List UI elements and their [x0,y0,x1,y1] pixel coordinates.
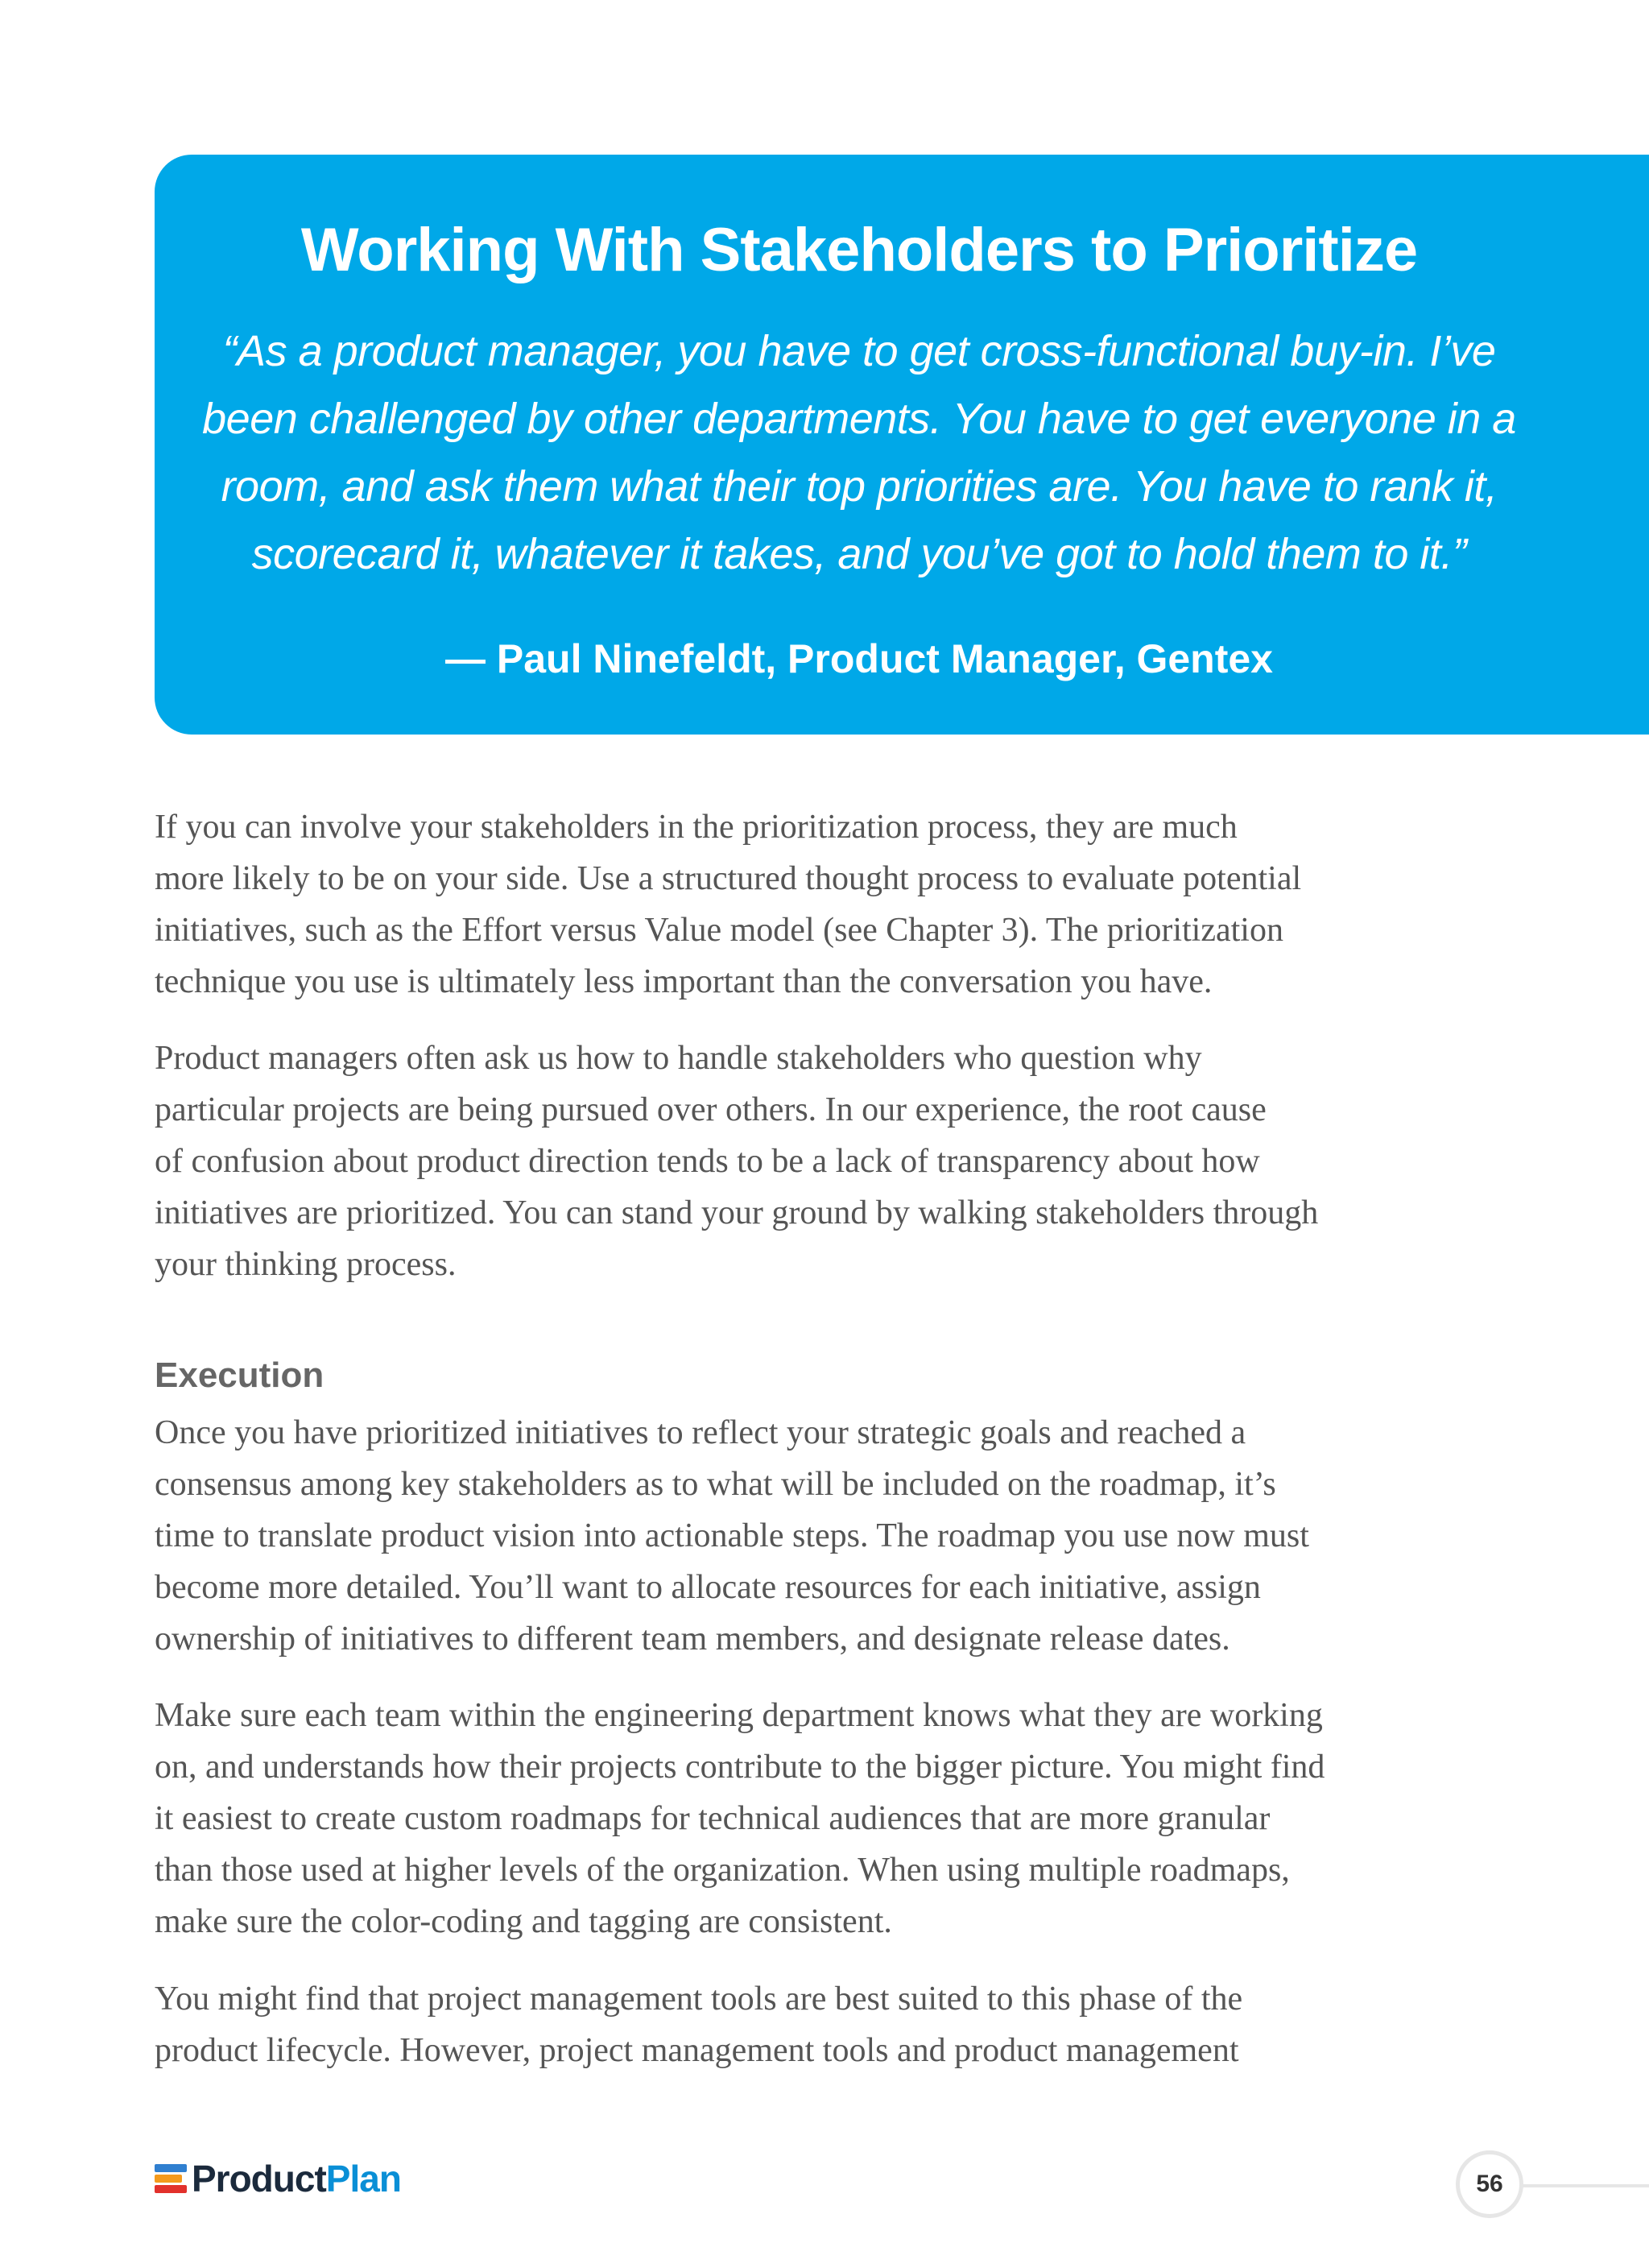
productplan-logo-mark-icon [155,2162,190,2195]
text-line: of confusion about product direction tends to be a lack of transparency about how [155,1143,1260,1180]
logo-bar-red [155,2185,187,2193]
productplan-logo [155,2154,401,2203]
quote-attribution: — Paul Ninefeldt, Product Manager, Gentex [445,636,1273,681]
logo-word-plan: Plan [325,2158,401,2200]
paragraph-stakeholders [155,801,1523,1008]
text-line: become more detailed. You’ll want to allocate resources for each initiative, assign [155,1569,1261,1606]
text-line: it easiest to create custom roadmaps for technical audiences that are more granular [155,1800,1271,1837]
text-line: time to translate product vision into actionable steps. The roadmap you use now must [155,1517,1309,1554]
text-line: initiatives, such as the Effort versus Value model (see Chapter 3). The prioritization [155,912,1283,949]
text-line: If you can involve your stakeholders in the prioritization process, they are much [155,809,1238,846]
text-line: than those used at higher levels of the organization. When using multiple roadmaps, [155,1852,1290,1889]
callout-title: Working With Stakeholders to Prioritize [300,216,1418,284]
paragraph-execution-2 [155,1690,1523,1947]
text-line: on, and understands how their projects contribute to the bigger picture. You might find [155,1749,1325,1786]
text-line: Product managers often ask us how to handle stakeholders who question why [155,1040,1202,1077]
text-line: Once you have prioritized initiatives to reflect your strategic goals and reached a [155,1414,1246,1451]
paragraph-execution-3 [155,1973,1523,2076]
text-line: more likely to be on your side. Use a structured thought process to evaluate potential [155,860,1302,897]
text-line: consensus among key stakeholders as to what will be included on the roadmap, it’s [155,1466,1276,1503]
quote-line: scorecard it, whatever it takes, and you’ve got to hold them to it.” [251,530,1467,578]
text-line: You might find that project management tools are best suited to this phase of the [155,1980,1243,2018]
quote-line: “As a product manager, you have to get cross-functional buy-in. I’ve [222,327,1496,375]
quote-line: room, and ask them what their top priorities are. You have to rank it, [221,462,1498,511]
text-line: product lifecycle. However, project management tools and product management [155,2032,1239,2069]
paragraph-execution-1 [155,1407,1523,1665]
text-line: particular projects are being pursued over others. In our experience, the root cause [155,1091,1267,1128]
page-number-rule [1514,2184,1649,2187]
text-line: technique you use is ultimately less important than the conversation you have. [155,963,1213,1000]
quote-line: been challenged by other departments. You have to get everyone in a [202,395,1516,443]
text-line: make sure the color-coding and tagging are consistent. [155,1903,892,1940]
text-line: ownership of initiatives to different team members, and designate release dates. [155,1620,1230,1658]
logo-bar-blue [155,2164,187,2172]
text-line: Make sure each team within the engineering department knows what they are working [155,1697,1323,1734]
page-number: 56 [1456,2150,1523,2218]
callout-quote [169,317,1549,588]
text-line: initiatives are prioritized. You can stand your ground by walking stakeholders through [155,1194,1319,1231]
paragraph-transparency [155,1033,1523,1290]
logo-wordmark [192,2154,401,2203]
section-heading-execution: Execution [155,1355,324,1395]
logo-word-product: Product [192,2158,326,2200]
text-line: your thinking process. [155,1246,457,1283]
logo-bar-orange [155,2175,182,2183]
